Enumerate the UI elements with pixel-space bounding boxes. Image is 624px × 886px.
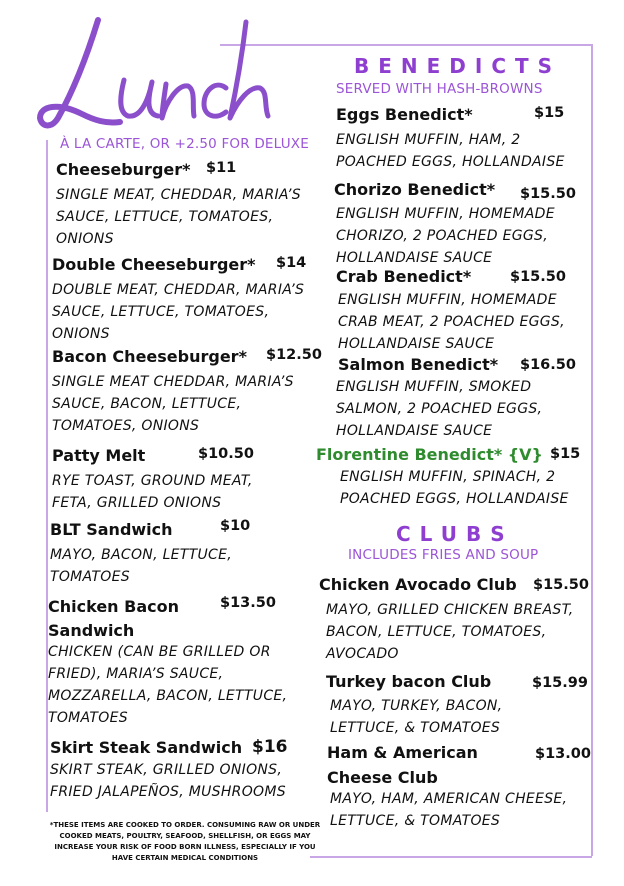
menu-item-description: SINGLE MEAT CHEDDAR, MARIA’S SAUCE, BACON, LETTUCE, TOMATOES, ONIONS xyxy=(52,374,294,434)
food-safety-footnote: *THESE ITEMS ARE COOKED TO ORDER. CONSUMING RAW OR UNDER COOKED MEATS, POULTRY, SEAFOOD, SHELLFISH, OR EGGS MAY INCREASE YOUR RISK OF FOOD BORN ILLNESS, ESPECIALLY IF YOU HAVE CERTAIN MEDICAL CONDITIONS xyxy=(49,821,321,862)
benedicts-subtitle: SERVED WITH HASH-BROWNS xyxy=(336,81,543,97)
menu-item-description: SKIRT STEAK, GRILLED ONIONS, FRIED JALAPEÑOS, MUSHROOMS xyxy=(50,762,286,800)
menu-item-description: DOUBLE MEAT, CHEDDAR, MARIA’S SAUCE, LETTUCE, TOMATOES, ONIONS xyxy=(52,282,305,342)
menu-item-name: Cheeseburger* xyxy=(56,160,191,179)
clubs-subtitle: INCLUDES FRIES AND SOUP xyxy=(348,547,539,563)
lunch-script-title xyxy=(28,6,288,146)
lunch-script-logo xyxy=(28,6,288,146)
menu-item-name: Turkey bacon Club xyxy=(326,672,492,691)
menu-item-description: ENGLISH MUFFIN, HOMEMADE CHORIZO, 2 POACHED EGGS, HOLLANDAISE SAUCE xyxy=(336,206,555,266)
menu-item-description: RYE TOAST, GROUND MEAT, FETA, GRILLED ONIONS xyxy=(52,473,253,511)
menu-item-price: $16 xyxy=(252,737,288,757)
menu-item-name: Double Cheeseburger* xyxy=(52,255,256,274)
menu-item-name: Eggs Benedict* xyxy=(336,105,473,124)
menu-item-name: Salmon Benedict* xyxy=(338,355,499,374)
frame-right-line xyxy=(591,44,593,856)
menu-item-name-vegetarian: Florentine Benedict* {V} xyxy=(316,445,543,464)
menu-item-price: $13.00 xyxy=(535,746,591,762)
menu-item-name: Skirt Steak Sandwich xyxy=(50,738,243,757)
menu-item-price: $15.50 xyxy=(533,577,589,593)
frame-bottom-line xyxy=(310,856,592,858)
menu-item-description: SINGLE MEAT, CHEDDAR, MARIA’S SAUCE, LETTUCE, TOMATOES, ONIONS xyxy=(56,187,301,247)
menu-item-price: $11 xyxy=(206,160,237,176)
benedicts-heading: BENEDICTS xyxy=(354,54,562,78)
menu-item-price: $14 xyxy=(276,255,307,271)
clubs-heading: CLUBS xyxy=(396,522,514,546)
menu-item-price: $15.50 xyxy=(510,269,566,285)
menu-item-price: $15 xyxy=(550,446,581,462)
menu-item-description: ENGLISH MUFFIN, SMOKED SALMON, 2 POACHED EGGS, HOLLANDAISE SAUCE xyxy=(336,379,543,439)
menu-item-description: MAYO, TURKEY, BACON, LETTUCE, & TOMATOES xyxy=(330,698,503,736)
menu-item-price: $13.50 xyxy=(220,595,276,611)
menu-item-price: $16.50 xyxy=(520,357,576,373)
menu-item-price: $10.50 xyxy=(198,446,254,462)
menu-item-description: MAYO, HAM, AMERICAN CHEESE, LETTUCE, & TOMATOES xyxy=(330,791,568,829)
menu-item-name: Ham & American Cheese Club xyxy=(327,743,478,787)
menu-item-description: ENGLISH MUFFIN, SPINACH, 2 POACHED EGGS, HOLLANDAISE xyxy=(340,469,569,507)
menu-item-description: ENGLISH MUFFIN, HAM, 2 POACHED EGGS, HOLLANDAISE xyxy=(336,132,565,170)
menu-item-name: Crab Benedict* xyxy=(336,267,472,286)
menu-item-price: $10 xyxy=(220,518,251,534)
menu-item-name: Chorizo Benedict* xyxy=(334,180,496,199)
lunch-subtitle: À LA CARTE, OR +2.50 FOR DELUXE xyxy=(60,136,309,152)
menu-item-description: MAYO, GRILLED CHICKEN BREAST, BACON, LETTUCE, TOMATOES, AVOCADO xyxy=(326,602,574,662)
menu-item-description: MAYO, BACON, LETTUCE, TOMATOES xyxy=(50,547,233,585)
menu-item-price: $12.50 xyxy=(266,347,322,363)
menu-item-name: Chicken Avocado Club xyxy=(319,575,517,594)
menu-item-price: $15.50 xyxy=(520,186,576,202)
menu-item-name: Bacon Cheeseburger* xyxy=(52,347,247,366)
menu-item-price: $15 xyxy=(534,105,565,121)
menu-item-price: $15.99 xyxy=(532,675,588,691)
menu-item-name: BLT Sandwich xyxy=(50,520,173,539)
menu-item-name: Patty Melt xyxy=(52,446,146,465)
menu-item-description: CHICKEN (CAN BE GRILLED OR FRIED), MARIA’S SAUCE, MOZZARELLA, BACON, LETTUCE, TOMATOES xyxy=(48,644,288,726)
menu-item-name: Chicken Bacon Sandwich xyxy=(48,597,179,640)
menu-item-description: ENGLISH MUFFIN, HOMEMADE CRAB MEAT, 2 POACHED EGGS, HOLLANDAISE SAUCE xyxy=(338,292,565,352)
